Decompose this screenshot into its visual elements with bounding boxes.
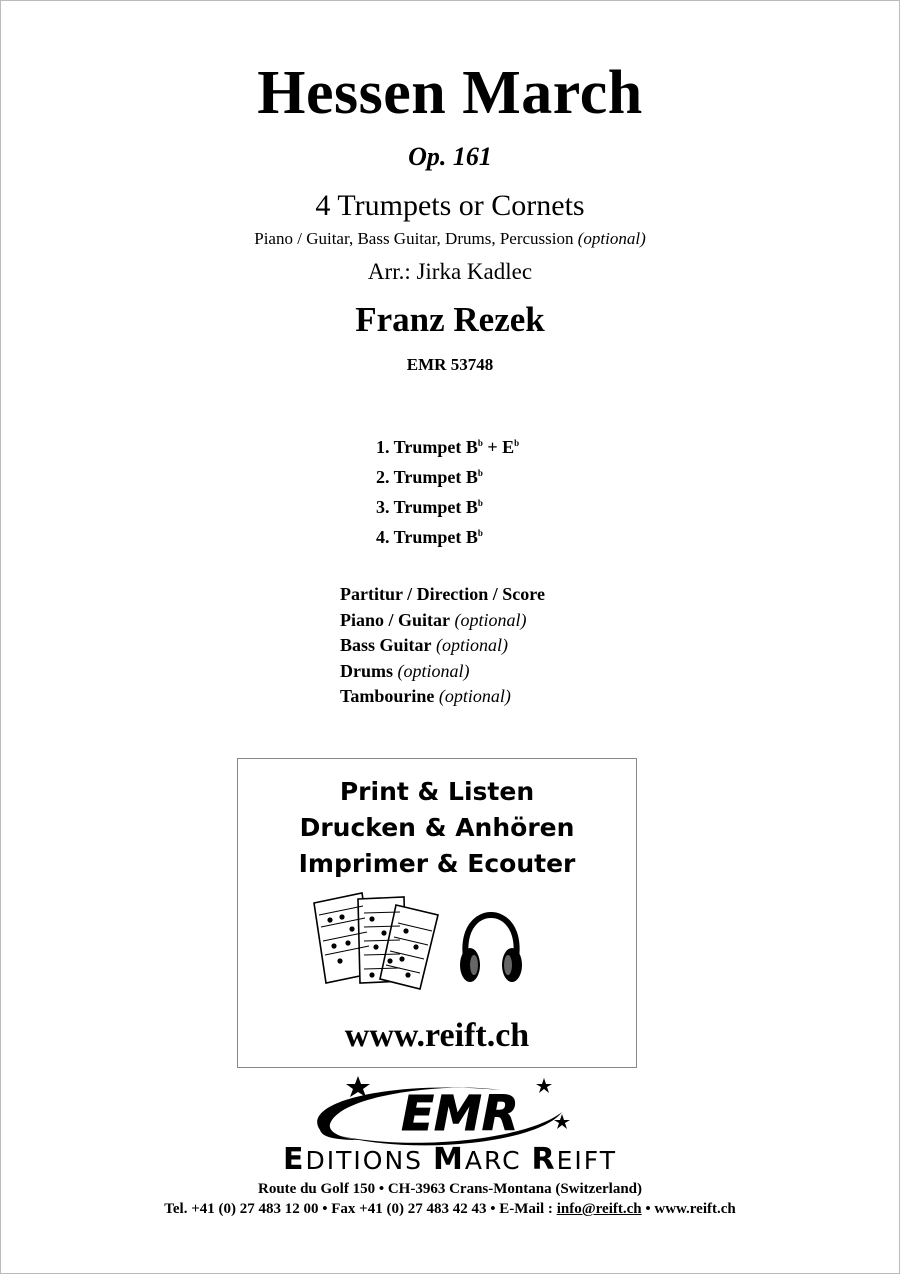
print-listen-box	[237, 758, 637, 1068]
accompaniment-list: Piano / Guitar, Bass Guitar, Drums, Percussion	[254, 229, 574, 248]
headphones-icon	[456, 909, 526, 989]
part-label: 4. Trumpet B	[376, 527, 478, 547]
promo-line-de: Drucken & Anhören	[299, 813, 575, 842]
part-label: 2. Trumpet B	[376, 467, 478, 487]
flat-sign: b	[477, 468, 483, 478]
sheet-music-icon	[310, 891, 442, 991]
emr-logo	[300, 1072, 580, 1152]
flat-sign: b	[514, 438, 520, 448]
publisher-name-part: EIFT	[556, 1146, 617, 1175]
part-label: 1. Trumpet B	[376, 437, 478, 457]
extras-note: (optional)	[454, 609, 527, 630]
publisher-address: Route du Golf 150 • CH-3963 Crans-Montana (Switzerland)	[258, 1181, 642, 1197]
extras-label: Piano / Guitar	[340, 609, 451, 630]
part-extra: + E	[482, 437, 515, 457]
extras-note: (optional)	[436, 635, 509, 655]
instrumentation: 4 Trumpets or Cornets	[315, 189, 585, 222]
extras-note: (optional)	[438, 686, 511, 706]
extras-label: Partitur / Direction / Score	[340, 584, 545, 604]
composer: Franz Rezek	[355, 300, 545, 339]
publisher-contact	[0, 1201, 900, 1218]
extras-item	[340, 582, 545, 608]
promo-url[interactable]: www.reift.ch	[344, 1017, 530, 1054]
extras-item	[340, 608, 545, 634]
accompaniment	[0, 229, 900, 249]
extras-list	[340, 582, 545, 710]
accompaniment-note: (optional)	[577, 229, 646, 248]
extras-label: Tambourine	[340, 686, 435, 706]
part-item	[376, 432, 519, 462]
part-label: 3. Trumpet B	[376, 497, 478, 517]
part-item	[376, 492, 519, 522]
publisher-name-part: DITIONS	[305, 1146, 433, 1175]
flat-sign: b	[477, 498, 483, 508]
parts-list	[376, 432, 519, 552]
promo-line-en: Print & Listen	[339, 777, 535, 806]
page-title: Hessen March	[257, 59, 643, 127]
publisher-initial: E	[283, 1142, 306, 1177]
extras-label: Drums	[340, 660, 393, 681]
publisher-initial: M	[432, 1142, 465, 1177]
catalog-number: EMR 53748	[406, 355, 494, 374]
publisher-name-part: ARC	[464, 1146, 532, 1175]
extras-label: Bass Guitar	[340, 635, 432, 655]
flat-sign: b	[477, 528, 483, 538]
flat-sign: b	[477, 438, 483, 448]
promo-line-fr: Imprimer & Ecouter	[298, 849, 576, 878]
email-link[interactable]: info@reift.ch	[556, 1201, 642, 1217]
part-item	[376, 522, 519, 552]
extras-item	[340, 684, 545, 710]
opus-number: Op. 161	[408, 142, 492, 171]
publisher-initial: R	[531, 1142, 557, 1177]
extras-item	[340, 633, 545, 659]
contact-website: • www.reift.ch	[641, 1201, 736, 1217]
arranger: Arr.: Jirka Kadlec	[367, 259, 533, 284]
logo-text: EMR	[401, 1086, 519, 1142]
contact-phone-fax: Tel. +41 (0) 27 483 12 00 • Fax +41 (0) 27 483 42 43 • E-Mail :	[164, 1201, 557, 1217]
part-item	[376, 462, 519, 492]
extras-note: (optional)	[397, 660, 470, 681]
publisher-name	[0, 1142, 900, 1177]
extras-item	[340, 659, 545, 685]
